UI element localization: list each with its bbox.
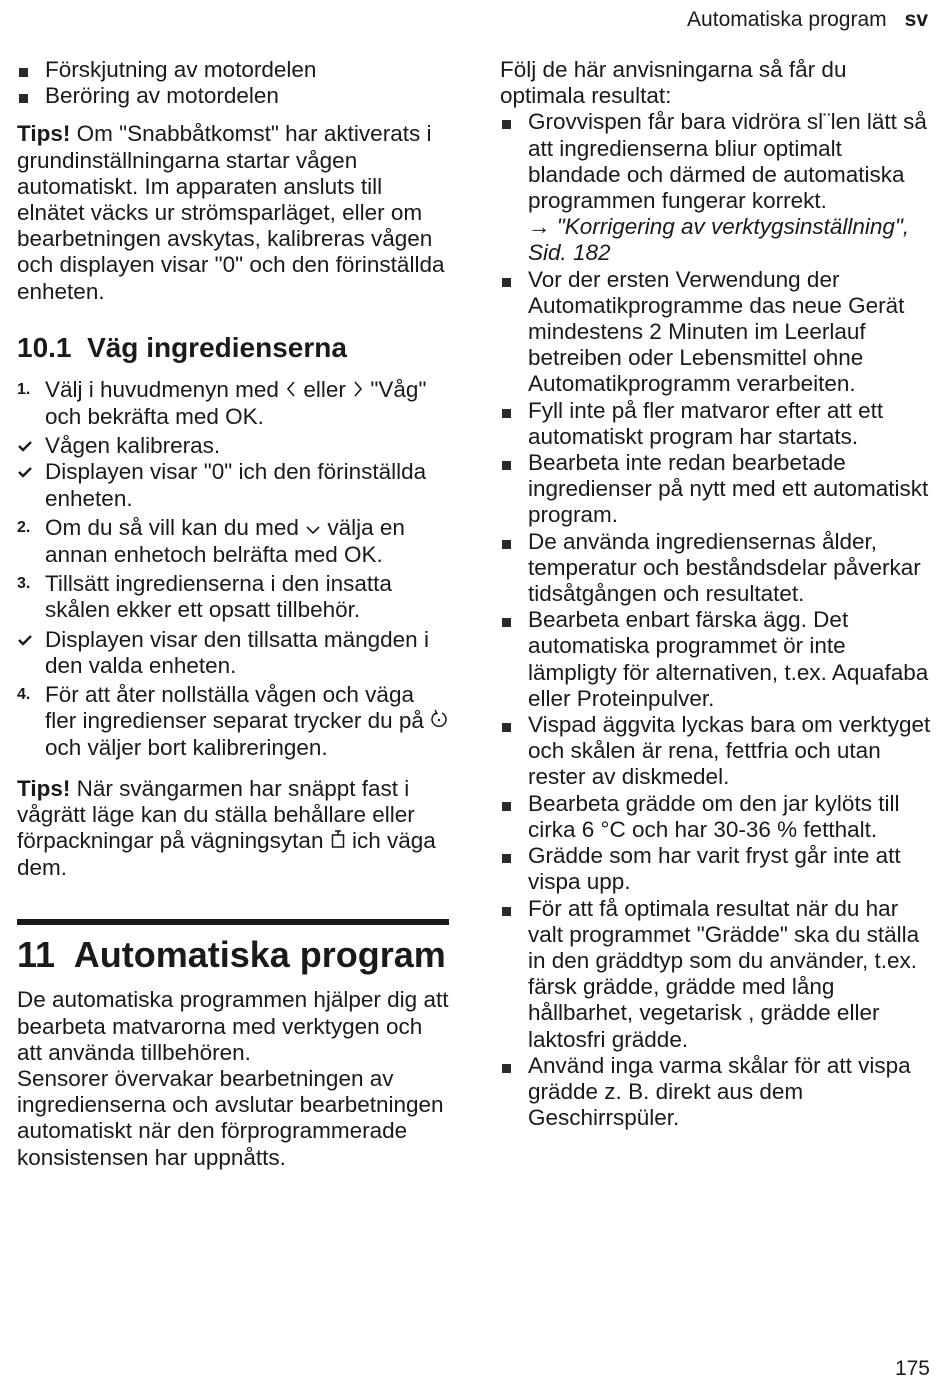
section-number: 10.1 xyxy=(17,331,72,363)
ok-label: OK xyxy=(225,403,258,429)
bullet-square-icon xyxy=(500,450,511,476)
list-item: Grädde som har varit fryst går inte att vispa upp. xyxy=(500,843,932,895)
chapter-title: Automatiska program xyxy=(73,934,446,976)
tip-paragraph: Tips! När svängarmen har snäppt fast i vågrätt läge kan du ställa behållare eller förpackningar på vägningsytan ich väga dem. xyxy=(17,775,436,881)
ok-label: OK xyxy=(343,541,377,567)
bullet-square-icon xyxy=(500,843,511,869)
list-item: Vispad äggvita lyckas bara om verktyget och skålen är rena, fettfria och utan rester av diskmedel. xyxy=(500,712,932,791)
list-item: Grovvispen får bara vidröra sl¨len lätt så att ingredienserna bliur optimalt blandade och därmed de automatiska programmen fungerar korrekt. xyxy=(500,109,932,214)
section-heading xyxy=(17,331,449,365)
list-item: Bearbeta inte redan bearbetade ingredienser på nytt med ett automatiskt program. xyxy=(500,450,932,529)
tip-label: Tips! xyxy=(17,775,71,801)
bullet-square-icon xyxy=(17,83,28,109)
bullet-square-icon xyxy=(500,607,511,633)
bullet-square-icon xyxy=(500,267,511,293)
paragraph: Sensorer övervakar bearbetningen av ingredienserna och avslutar bearbetningen automatiskt när den förprogrammerade konsistensen har uppnåtts. xyxy=(17,1065,444,1170)
bullet-square-icon xyxy=(17,57,28,83)
section-title: Väg ingredienserna xyxy=(87,331,347,363)
step-number: 1. xyxy=(17,380,31,398)
cross-reference-link[interactable]: → "Korrigering av verktygsinställning", Sid. 182 xyxy=(528,214,910,266)
chevron-right-icon xyxy=(352,378,364,404)
checkmark-icon xyxy=(17,433,33,453)
bullet-square-icon xyxy=(500,398,511,424)
list-item: Bearbeta grädde om den jar kylöts till cirka 6 °C och har 30-36 % fetthalt. xyxy=(500,791,932,843)
bullet-square-icon xyxy=(500,109,511,135)
bullet-square-icon xyxy=(500,712,511,738)
list-item: Förskjutning av motordelen xyxy=(17,57,449,83)
tip-paragraph xyxy=(17,121,449,304)
bullet-square-icon xyxy=(500,791,511,817)
step-number: 2. xyxy=(17,518,31,536)
step-1: 1. Välj i huvudmenyn med eller "Våg" och bekräfta med OK. xyxy=(17,376,427,429)
intro-paragraph: Följ de här anvisningarna så får du optimala resultat: xyxy=(500,57,847,109)
language-code: sv xyxy=(904,8,928,31)
tip-text: Om "Snabbåtkomst" har aktiverats i grundinställningarna startar vågen automatiskt. Im apparaten ansluts till elnätet väcks ur strömsparläget, eller om bearbetningen avskytas, kalibreras vågen och displayen visar "0" och den förinställda enheten. xyxy=(17,121,445,304)
page-number: 175 xyxy=(894,1357,930,1380)
list-item: Fyll inte på fler matvaror efter att ett automatiskt program har startats. xyxy=(500,398,932,450)
list-item: Använd inga varma skålar för att vispa grädde z. B. direkt aus dem Geschirrspüler. xyxy=(500,1053,932,1132)
step-4: 4. För att åter nollställa vågen och väga fler ingredienser separat trycker du på och väljer bort kalibreringen. xyxy=(17,682,449,762)
bullet-square-icon xyxy=(500,896,511,922)
checkmark-icon xyxy=(17,627,33,647)
reset-icon xyxy=(430,709,448,735)
checkmark-icon xyxy=(17,459,33,479)
result-item: Displayen visar den tillsatta mängden i den valda enheten. xyxy=(17,627,449,679)
result-item: Vågen kalibreras. xyxy=(17,433,449,459)
list-item: Bearbeta enbart färska ägg. Det automatiska programmet ör inte lämpligty för alternativen, t.ex. Aquafaba eller Proteinpulver. xyxy=(500,607,932,712)
list-item: Beröring av motordelen xyxy=(17,83,449,109)
step-number: 3. xyxy=(17,575,31,593)
chevron-left-icon xyxy=(285,378,297,404)
header-title: Automatiska program xyxy=(687,8,887,31)
list-item: För att få optimala resultat när du har valt programmet "Grädde" ska du ställa in den gräddtyp som du använder, t.ex. färsk grädde, grädde med lång hållbarhet, vegetarisk , grädde eller laktosfri grädde. xyxy=(500,896,932,1053)
chapter-rule xyxy=(17,919,449,925)
step-2: 2. Om du så vill kan du med välja en annan enhetoch belräfta med OK. xyxy=(17,514,405,567)
arrow-right-icon: → xyxy=(528,214,551,240)
chevron-down-icon xyxy=(305,516,321,542)
paragraph: De automatiska programmen hjälper dig att bearbeta matvarorna med verktygen och att använda tillbehören. xyxy=(17,987,449,1065)
chapter-number: 11 xyxy=(17,934,56,976)
step-number: 4. xyxy=(17,685,31,703)
left-column xyxy=(17,57,449,1171)
bullet-square-icon xyxy=(500,529,511,555)
chapter-heading xyxy=(17,933,449,977)
scale-surface-icon xyxy=(330,829,346,855)
result-item: Displayen visar "0" ich den förinställda enheten. xyxy=(17,459,449,511)
bullet-square-icon xyxy=(500,1053,511,1079)
list-item: Vor der ersten Verwendung der Automatikprogramme das neue Gerät mindestens 2 Minuten im Leerlauf betreiben oder Lebensmittel ohne Automatikprogramm verarbeiten. xyxy=(500,267,932,398)
tip-label: Tips! xyxy=(17,121,71,147)
step-3: 3. Tillsätt ingredienserna i den insatta skålen ekker ett opsatt tillbehör. xyxy=(17,571,392,623)
list-item: De använda ingrediensernas ålder, temperatur och beståndsdelar påverkar tidsåtgången och resultatet. xyxy=(500,529,932,608)
running-header xyxy=(687,6,928,34)
right-column xyxy=(500,57,932,1131)
